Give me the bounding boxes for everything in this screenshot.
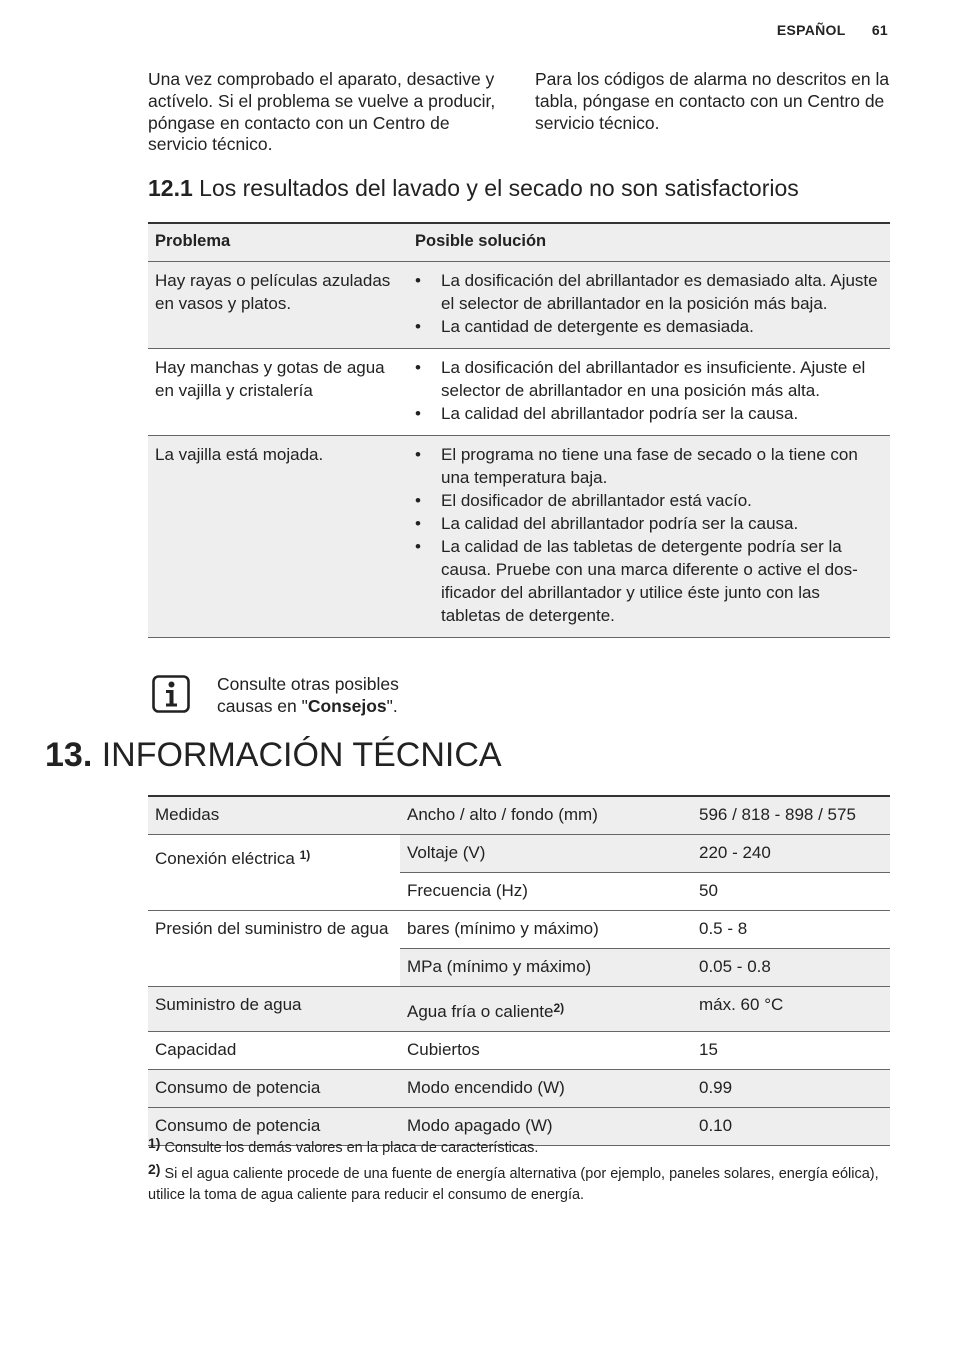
spec-label: Conexión eléctrica $^{1)}$ (148, 835, 400, 911)
table-row (148, 796, 890, 835)
spec-label: Consumo de potencia (148, 1070, 400, 1108)
solution-cell (408, 262, 890, 349)
problem-cell: La vajilla está mojada. (148, 436, 408, 638)
spec-value: 596 / 818 - 898 / 575 (692, 796, 890, 835)
spec-value: 15 (692, 1032, 890, 1070)
solution-item: • La cantidad de detergente es demasiada. (415, 317, 754, 336)
solution-item: • El dosificador de abrillantador está vacío. (415, 491, 752, 510)
spec-param: Ancho / alto / fondo (mm) (400, 796, 692, 835)
footnote: 1) Consulte los demás valores en la placa de características. (148, 1135, 539, 1156)
column-header-problem: Problema (148, 223, 408, 262)
column-header-solution: Posible solución (408, 223, 890, 262)
section-title: INFORMACIÓN TÉCNICA (101, 736, 502, 774)
table-row (148, 987, 890, 1032)
problem-cell: Hay rayas o películas azuladas en vasos y platos. (148, 262, 408, 349)
table-row (148, 436, 890, 638)
spec-label: Capacidad (148, 1032, 400, 1070)
section-number: 12.1 (148, 175, 193, 201)
table-row (148, 262, 890, 349)
language-label: ESPAÑOL (776, 22, 846, 38)
table-row (148, 349, 890, 436)
table-row (148, 835, 890, 873)
spec-param: MPa (mínimo y máximo) (400, 949, 692, 987)
solution-item: • El programa no tiene una fase de secado o la tiene con una temperatura baja. (415, 445, 858, 487)
problem-cell: Hay manchas y gotas de agua en vajilla y cristalería (148, 349, 408, 436)
spec-param: Cubiertos (400, 1032, 692, 1070)
spec-value: 0.99 (692, 1070, 890, 1108)
spec-value: 0.5 - 8 (692, 911, 890, 949)
solution-item: • La calidad del abrillantador podría ser la causa. (415, 404, 799, 423)
table-header-row (148, 223, 890, 262)
note-link-consejos: Consejos (307, 696, 387, 716)
spec-label: Medidas (148, 796, 400, 835)
spec-param: bares (mínimo y máximo) (400, 911, 692, 949)
section-13-heading (45, 733, 502, 777)
footnote-ref: 2) (553, 1001, 565, 1015)
table-row (148, 1032, 890, 1070)
spec-param: Modo encendido (W) (400, 1070, 692, 1108)
solution-cell (408, 349, 890, 436)
solution-item: • La calidad de las tabletas de detergente podría ser la causa. Pruebe con una marca diferente o active el dosificador del abrillantador y utilice éste junto con las tabletas de detergente. (415, 537, 858, 625)
footnotes (148, 1137, 888, 1210)
troubleshooting-table (148, 222, 890, 638)
solution-item: • La dosificación del abrillantador es demasiado alta. Ajuste el selector de abrillantador en la posición más baja. (415, 271, 878, 313)
spec-value: 0.10 (692, 1108, 890, 1146)
technical-info-table (148, 795, 890, 1146)
spec-value: 50 (692, 873, 890, 911)
intro-right-paragraph: Para los códigos de alarma no descritos en la tabla, póngase en contacto con un Centro de servicio técnico. (535, 69, 890, 133)
footnote-mark: 2) (148, 1161, 161, 1177)
intro-left-paragraph: Una vez comprobado el aparato, desactive y actívelo. Si el problema se vuelve a producir, póngase en contacto con un Centro de servicio técnico. (148, 69, 496, 155)
spec-value: 220 - 240 (692, 835, 890, 873)
section-number: 13. (45, 736, 93, 774)
spec-param: Frecuencia (Hz) (400, 873, 692, 911)
footnote-mark: 1) (148, 1135, 161, 1151)
table-row (148, 911, 890, 949)
spec-value: máx. 60 °C (692, 987, 890, 1032)
solution-item: • La calidad del abrillantador podría ser la causa. (415, 514, 799, 533)
footnote: 2) Si el agua caliente procede de una fuente de energía alternativa (por ejemplo, paneles solares, energía eólica), utilice la toma de agua caliente para reducir el consumo de energía. (148, 1161, 879, 1203)
spec-param: Voltaje (V) (400, 835, 692, 873)
solution-cell (408, 436, 890, 638)
spec-param: Agua fría o caliente$^{2)}$ (400, 987, 692, 1032)
spec-label: Suministro de agua (148, 987, 400, 1032)
info-icon (152, 675, 190, 713)
section-12-1-heading (148, 173, 799, 203)
section-title: Los resultados del lavado y el secado no son satisfactorios (199, 175, 799, 201)
solution-item: • La dosificación del abrillantador es insuficiente. Ajuste el selector de abrillantador en una posición más alta. (415, 358, 866, 400)
table-row (148, 1070, 890, 1108)
footnote-ref: 1) (299, 848, 311, 862)
spec-label: Presión del suministro de agua (148, 911, 400, 987)
note-text: Consulte otras posibles causas en "Consejos". (217, 674, 399, 716)
spec-param: Modo apagado (W) (400, 1108, 692, 1146)
spec-label: Consumo de potencia (148, 1108, 400, 1146)
spec-value: 0.05 - 0.8 (692, 949, 890, 987)
page-number: 61 (871, 22, 888, 38)
page-header (777, 22, 888, 38)
